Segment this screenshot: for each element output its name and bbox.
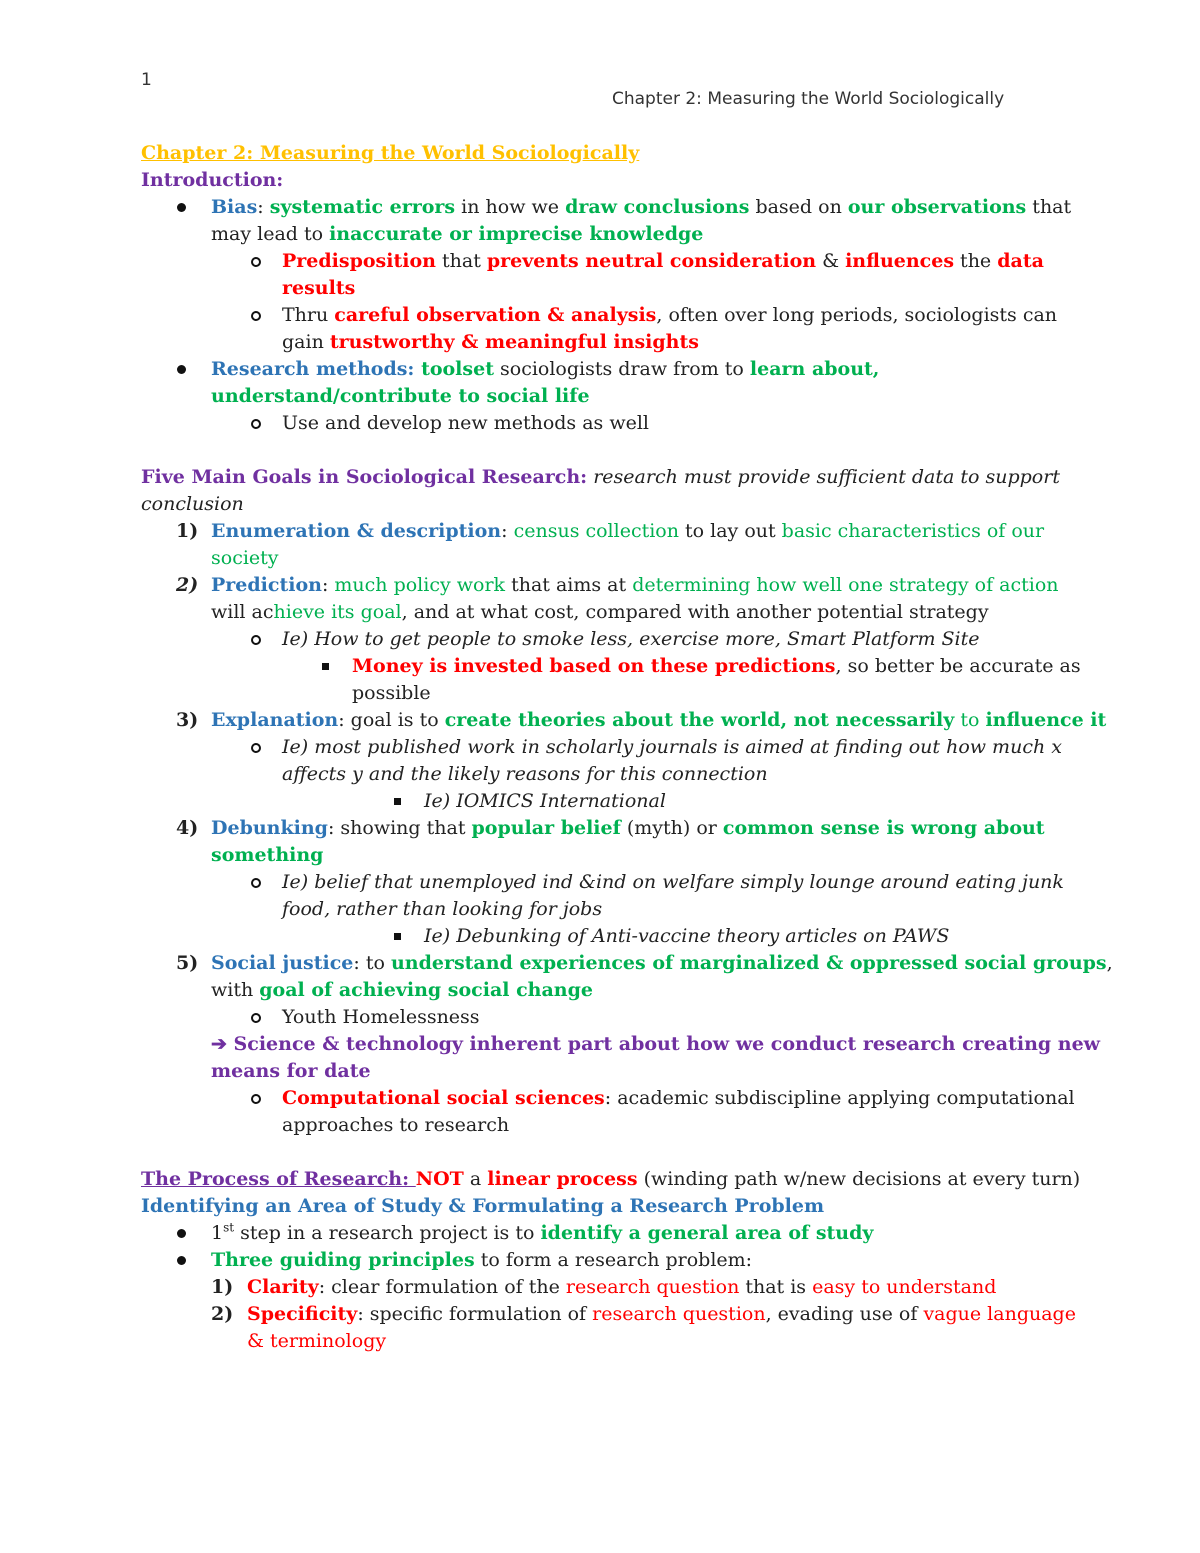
text: : to xyxy=(353,952,391,974)
circle-bullet-icon xyxy=(251,635,261,645)
square-bullet-icon xyxy=(322,663,329,670)
term-bias: Bias xyxy=(211,196,258,218)
highlight: Money is invested based on these predictions xyxy=(352,655,836,677)
text: to lay out xyxy=(678,520,782,542)
highlight: learn about, xyxy=(749,358,880,380)
term: Prediction xyxy=(211,574,322,596)
goal-2-square xyxy=(141,653,1081,680)
text: Use and develop new methods as well xyxy=(282,412,650,434)
highlight: society xyxy=(211,547,279,569)
text: : academic subdiscipline applying computational xyxy=(604,1087,1075,1109)
goal-5-cont xyxy=(141,977,1071,1004)
circle-bullet-icon xyxy=(251,311,261,321)
process-subheading: Identifying an Area of Study & Formulating a Research Problem xyxy=(141,1195,825,1217)
highlight: to xyxy=(954,709,986,731)
highlight: census collection xyxy=(513,520,679,542)
specificity-item xyxy=(141,1301,1076,1328)
circle-bullet-icon xyxy=(251,419,261,429)
text: , xyxy=(1106,952,1113,974)
list-number: 3) xyxy=(176,709,199,731)
highlight: Predisposition xyxy=(282,250,436,272)
goal-3 xyxy=(141,707,1107,734)
highlight: Computational social sciences xyxy=(282,1087,605,1109)
page-number: 1 xyxy=(141,70,152,90)
process-bullet-2 xyxy=(141,1247,1071,1274)
list-number: 5) xyxy=(176,952,199,974)
highlight: results xyxy=(282,277,356,299)
text: , evading use of xyxy=(765,1303,924,1325)
list-number: 1) xyxy=(211,1276,234,1298)
highlight: systematic errors xyxy=(269,196,456,218)
list-number: 2) xyxy=(176,574,199,596)
bias-bullet xyxy=(141,194,1071,221)
text: research must provide sufficient data to support xyxy=(587,466,1060,488)
goal-4-square xyxy=(141,923,1071,950)
highlight: trustworthy & meaningful insights xyxy=(329,331,699,353)
text: & xyxy=(816,250,846,272)
text: Ie) most published work in scholarly journals is aimed at finding out how much x xyxy=(282,736,1062,758)
text: in how we xyxy=(455,196,566,218)
section-heading: Five Main Goals in Sociological Research: xyxy=(141,466,588,488)
term: Enumeration & description xyxy=(211,520,502,542)
text: Ie) Debunking of Anti-vaccine theory articles on PAWS xyxy=(424,925,950,947)
highlight: identify a general area of study xyxy=(540,1222,874,1244)
text: : xyxy=(321,574,335,596)
text: : clear formulation of the xyxy=(318,1276,566,1298)
bias-sub-1 xyxy=(141,248,1071,275)
term: Explanation xyxy=(211,709,339,731)
highlight: toolset xyxy=(421,358,494,380)
highlight: means for date xyxy=(211,1060,371,1082)
goal-4-example-cont xyxy=(141,896,1071,923)
list-number: 2) xyxy=(211,1303,234,1325)
text: Ie) How to get people to smoke less, exercise more, Smart Platform Site xyxy=(282,628,980,650)
goal-2-example xyxy=(141,626,1071,653)
text: Ie) IOMICS International xyxy=(424,790,666,812)
text: with xyxy=(211,979,260,1001)
text: may lead to xyxy=(211,223,330,245)
highlight: Three guiding principles xyxy=(211,1249,475,1271)
highlight: understand experiences of marginalized & oppressed social groups xyxy=(390,952,1107,974)
goal-4 xyxy=(141,815,1071,842)
spacer xyxy=(141,437,1071,464)
square-bullet-icon xyxy=(394,933,401,940)
goal-3-example xyxy=(141,734,1071,761)
text: , and at what cost, compared with another potential strategy xyxy=(401,601,989,623)
highlight: linear process xyxy=(487,1168,638,1190)
highlight: easy to understand xyxy=(812,1276,997,1298)
highlight: hieve its goal xyxy=(273,601,402,623)
text: step in a research project is to xyxy=(234,1222,541,1244)
text: will ac xyxy=(211,601,274,623)
highlight: influences xyxy=(845,250,955,272)
highlight: determining how well one strategy of action xyxy=(632,574,1059,596)
circle-bullet-icon xyxy=(251,1013,261,1023)
goal-5 xyxy=(141,950,1113,977)
text: that xyxy=(1026,196,1072,218)
goal-2-cont xyxy=(141,599,1071,626)
text: : goal is to xyxy=(338,709,445,731)
clarity-item xyxy=(141,1274,1071,1301)
text: that is xyxy=(739,1276,813,1298)
superscript: st xyxy=(223,1220,235,1235)
text: the xyxy=(954,250,998,272)
bullet-icon xyxy=(177,1256,186,1265)
text: to form a research problem: xyxy=(474,1249,753,1271)
text: Youth Homelessness xyxy=(282,1006,480,1028)
bias-sub-2 xyxy=(141,302,1071,329)
bullet-icon xyxy=(177,1229,186,1238)
highlight: careful observation & analysis xyxy=(334,304,657,326)
highlight: draw conclusions xyxy=(565,196,750,218)
goals-heading xyxy=(141,464,1071,491)
term: Specificity xyxy=(247,1303,358,1325)
text: Ie) belief that unemployed ind &ind on welfare simply lounge around eating junk xyxy=(282,871,1064,893)
text: based on xyxy=(749,196,848,218)
arrow-note xyxy=(141,1031,1101,1058)
highlight: inaccurate or imprecise knowledge xyxy=(329,223,704,245)
document-body xyxy=(141,140,1113,1355)
running-header: Chapter 2: Measuring the World Sociologically xyxy=(612,89,1005,109)
computational-sub xyxy=(141,1085,1075,1112)
highlight: much policy work xyxy=(334,574,506,596)
research-methods-cont xyxy=(141,383,1071,410)
research-methods-sub xyxy=(141,410,1071,437)
goal-1 xyxy=(141,518,1071,545)
highlight: NOT xyxy=(415,1168,464,1190)
text: that xyxy=(435,250,487,272)
text: possible xyxy=(352,682,431,704)
highlight: prevents neutral consideration xyxy=(486,250,817,272)
process-heading xyxy=(141,1166,1081,1193)
list-number: 1) xyxy=(176,520,199,542)
bias-sub-1-cont xyxy=(141,275,1071,302)
goal-2 xyxy=(141,572,1071,599)
bias-sub-2-cont xyxy=(141,329,1071,356)
text: food, rather than looking for jobs xyxy=(282,898,603,920)
circle-bullet-icon xyxy=(251,257,261,267)
square-bullet-icon xyxy=(394,798,401,805)
text: , so better be accurate as xyxy=(835,655,1081,677)
text: 1 xyxy=(211,1222,224,1244)
specificity-item-cont xyxy=(141,1328,1071,1355)
term-research-methods: Research methods: xyxy=(211,358,422,380)
highlight: popular belief xyxy=(471,817,621,839)
goal-1-cont xyxy=(141,545,1071,572)
bullet-icon xyxy=(177,365,186,374)
circle-bullet-icon xyxy=(251,878,261,888)
bias-bullet-cont xyxy=(141,221,1071,248)
highlight: basic characteristics of our xyxy=(781,520,1045,542)
highlight: research question xyxy=(592,1303,766,1325)
text: , often over long periods, sociologists can xyxy=(656,304,1058,326)
document-title: Chapter 2: Measuring the World Sociologically xyxy=(141,142,640,164)
goals-heading-cont: conclusion xyxy=(141,493,244,515)
text: : showing that xyxy=(327,817,472,839)
highlight: our observations xyxy=(847,196,1027,218)
arrow-right-icon: ➔ xyxy=(211,1033,227,1055)
bullet-icon xyxy=(177,203,186,212)
text: (winding path w/new decisions at every turn) xyxy=(637,1168,1081,1190)
circle-bullet-icon xyxy=(251,743,261,753)
circle-bullet-icon xyxy=(251,1094,261,1104)
goal-5-sub xyxy=(141,1004,1071,1031)
text: sociologists draw from to xyxy=(493,358,750,380)
highlight: create theories about the world, not necessarily xyxy=(444,709,955,731)
process-bullet-1 xyxy=(141,1220,1071,1247)
computational-sub-cont xyxy=(141,1112,1071,1139)
term: Clarity xyxy=(247,1276,319,1298)
highlight: & terminology xyxy=(247,1330,387,1352)
arrow-note-cont xyxy=(141,1058,1071,1085)
highlight: common sense is wrong about xyxy=(722,817,1045,839)
text: : xyxy=(257,196,270,218)
research-methods-bullet xyxy=(141,356,1071,383)
text: a xyxy=(463,1168,488,1190)
text: that aims at xyxy=(505,574,633,596)
text: : specific formulation of xyxy=(357,1303,593,1325)
goal-3-square xyxy=(141,788,1071,815)
goal-2-square-cont xyxy=(141,680,1071,707)
list-number: 4) xyxy=(176,817,199,839)
highlight: influence it xyxy=(985,709,1107,731)
term: Social justice xyxy=(211,952,354,974)
goal-4-cont xyxy=(141,842,1071,869)
highlight: goal of achieving social change xyxy=(259,979,593,1001)
goal-4-example xyxy=(141,869,1071,896)
text: Thru xyxy=(282,304,335,326)
highlight: research question xyxy=(565,1276,740,1298)
term: Debunking xyxy=(211,817,328,839)
intro-heading: Introduction: xyxy=(141,169,284,191)
highlight: Science & technology inherent part about how we conduct research creating new xyxy=(226,1033,1101,1055)
section-heading: The Process of Research: xyxy=(141,1168,416,1190)
text: approaches to research xyxy=(282,1114,510,1136)
highlight: something xyxy=(211,844,324,866)
highlight: understand/contribute to social life xyxy=(211,385,590,407)
text: gain xyxy=(282,331,330,353)
text: affects y and the likely reasons for this connection xyxy=(282,763,768,785)
highlight: data xyxy=(997,250,1044,272)
text: : xyxy=(501,520,514,542)
goal-3-example-cont xyxy=(141,761,1071,788)
highlight: vague language xyxy=(923,1303,1076,1325)
text: (myth) or xyxy=(620,817,723,839)
spacer xyxy=(141,1139,1071,1166)
